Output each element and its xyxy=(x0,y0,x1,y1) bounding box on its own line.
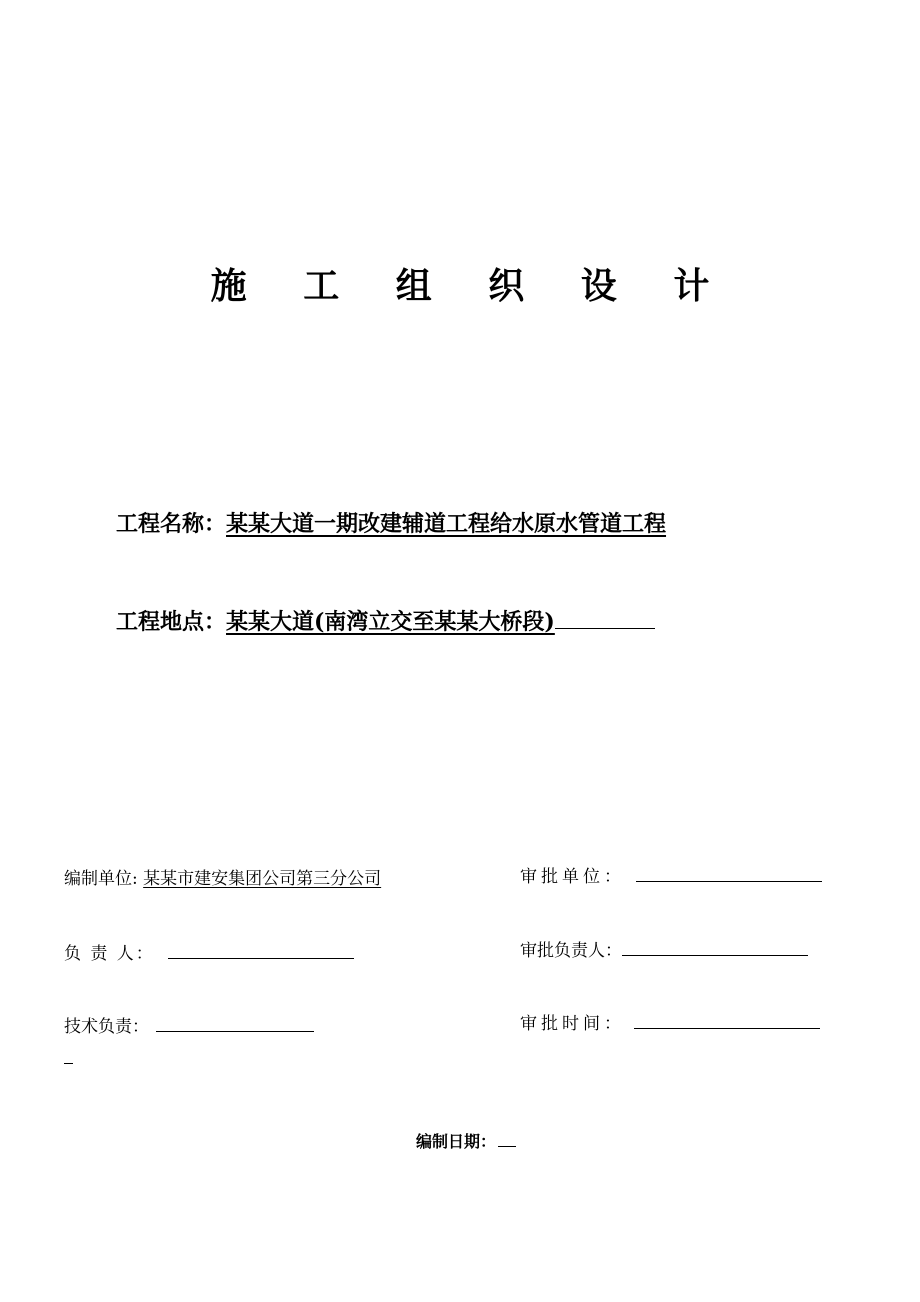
compiling-unit-row xyxy=(64,864,381,889)
approval-unit-label: 审批单位： xyxy=(520,867,625,887)
responsible-blank-line xyxy=(168,944,354,959)
compiling-unit-label: 编制单位: xyxy=(64,869,138,889)
approval-time-row xyxy=(520,1009,820,1034)
approval-responsible-label: 审批负责人： xyxy=(520,941,622,961)
tech-responsible-label: 技术负责： xyxy=(64,1017,149,1037)
approval-responsible-blank-line xyxy=(622,941,808,956)
project-location-row xyxy=(116,605,655,636)
project-name-value: 某某大道一期改建辅道工程给水原水管道工程 xyxy=(226,511,667,537)
approval-responsible-row xyxy=(520,936,808,961)
approval-time-label: 审批时间： xyxy=(520,1014,625,1034)
compiling-unit-value: 某某市建安集团公司第三分公司 xyxy=(143,869,382,889)
document-title: 施 工 组 织 设 计 xyxy=(210,266,732,307)
project-location-label: 工程地点： xyxy=(116,609,227,635)
responsible-row xyxy=(64,939,354,964)
tech-responsible-blank-line xyxy=(156,1017,314,1032)
approval-time-blank-line xyxy=(634,1014,820,1029)
project-name-label: 工程名称： xyxy=(116,511,227,537)
project-location-blank-line xyxy=(555,610,655,629)
responsible-label: 负 责 人： xyxy=(64,944,155,964)
project-name-row xyxy=(116,507,666,538)
tech-responsible-row xyxy=(64,1012,314,1037)
compile-date-blank-line xyxy=(498,1134,516,1147)
project-location-value: 某某大道(南湾立交至某某大桥段) xyxy=(226,609,555,635)
compile-date-row xyxy=(416,1129,516,1152)
approval-unit-row xyxy=(520,862,822,887)
stray-dash-mark xyxy=(64,1063,73,1064)
compile-date-label: 编制日期： xyxy=(416,1132,497,1151)
approval-unit-blank-line xyxy=(636,867,822,882)
